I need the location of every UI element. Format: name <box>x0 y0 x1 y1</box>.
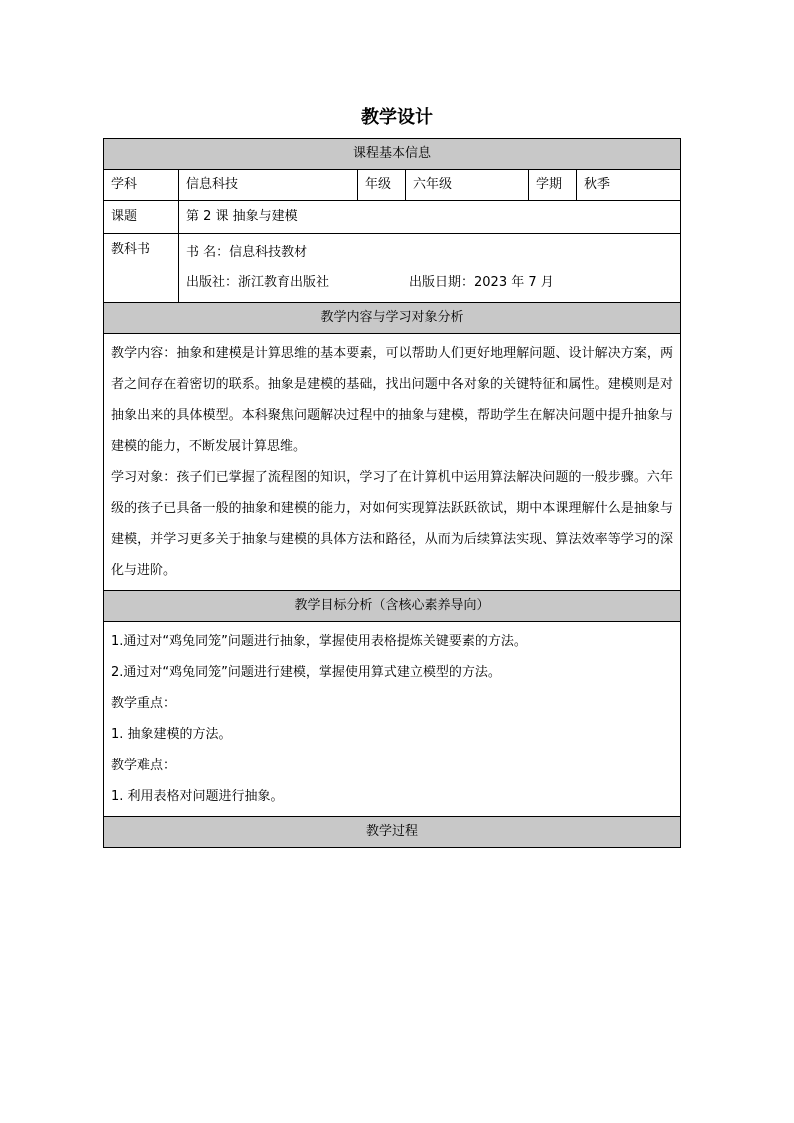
publisher-line <box>186 268 673 298</box>
basic-info-row <box>104 170 681 201</box>
topic-row <box>104 201 681 234</box>
subject-label: 学科 <box>104 170 179 201</box>
lesson-design-table <box>103 138 681 848</box>
key-point-heading: 教学重点： <box>111 696 177 711</box>
difficulty-item: 1. 利用表格对问题进行抽象。 <box>111 789 284 804</box>
learners-paragraph: 学习对象：孩子们已掌握了流程图的知识，学习了在计算机中运用算法解决问题的一般步骤。六年级的孩子已具备一般的抽象和建模的能力，对如何实现算法跃跃欲试，期中本课理解什么是抽象与建模，并学习更多关于抽象与建模的具体方法和路径，从而为后续算法实现、算法效率等学习的深化与进阶。 <box>111 470 674 578</box>
objective-item: 1.通过对“鸡兔同笼”问题进行抽象，掌握使用表格提炼关键要素的方法。 <box>111 634 527 649</box>
publisher: 出版社：浙江教育出版社 <box>186 275 330 290</box>
process-header: 教学过程 <box>104 817 681 848</box>
content-analysis-header: 教学内容与学习对象分析 <box>104 303 681 334</box>
publication-date: 出版日期：2023 年 7 月 <box>409 275 554 290</box>
topic-value: 第 2 课 抽象与建模 <box>179 201 681 234</box>
book-name: 书 名：信息科技教材 <box>186 245 308 260</box>
term-value: 秋季 <box>577 170 681 201</box>
basic-info-header-row <box>104 139 681 170</box>
textbook-row <box>104 234 681 303</box>
content-analysis-row <box>104 334 681 591</box>
objectives-header: 教学目标分析（含核心素养导向） <box>104 591 681 622</box>
grade-value: 六年级 <box>406 170 529 201</box>
teaching-content-paragraph: 教学内容：抽象和建模是计算思维的基本要素，可以帮助人们更好地理解问题、设计解决方案，两者之间存在着密切的联系。抽象是建模的基础，找出问题中各对象的关键特征和属性。建模则是对抽象出来的具体模型。本科聚焦问题解决过程中的抽象与建模，帮助学生在解决问题中提升抽象与建模的能力，不断发展计算思维。 <box>111 346 674 454</box>
document-title: 教学设计 <box>361 107 433 128</box>
grade-label: 年级 <box>358 170 406 201</box>
difficulty-heading: 教学难点： <box>111 758 177 773</box>
textbook-info <box>179 234 681 303</box>
objectives-cell <box>104 622 681 817</box>
process-header-row <box>104 817 681 848</box>
objectives-row <box>104 622 681 817</box>
term-label: 学期 <box>529 170 577 201</box>
textbook-label: 教科书 <box>104 234 179 303</box>
content-analysis-header-row <box>104 303 681 334</box>
key-point-item: 1. 抽象建模的方法。 <box>111 727 232 742</box>
objectives-header-row <box>104 591 681 622</box>
content-analysis-cell <box>104 334 681 591</box>
topic-label: 课题 <box>104 201 179 234</box>
basic-info-header: 课程基本信息 <box>104 139 681 170</box>
subject-value: 信息科技 <box>179 170 358 201</box>
objective-item: 2.通过对“鸡兔同笼”问题进行建模，掌握使用算式建立模型的方法。 <box>111 665 501 680</box>
